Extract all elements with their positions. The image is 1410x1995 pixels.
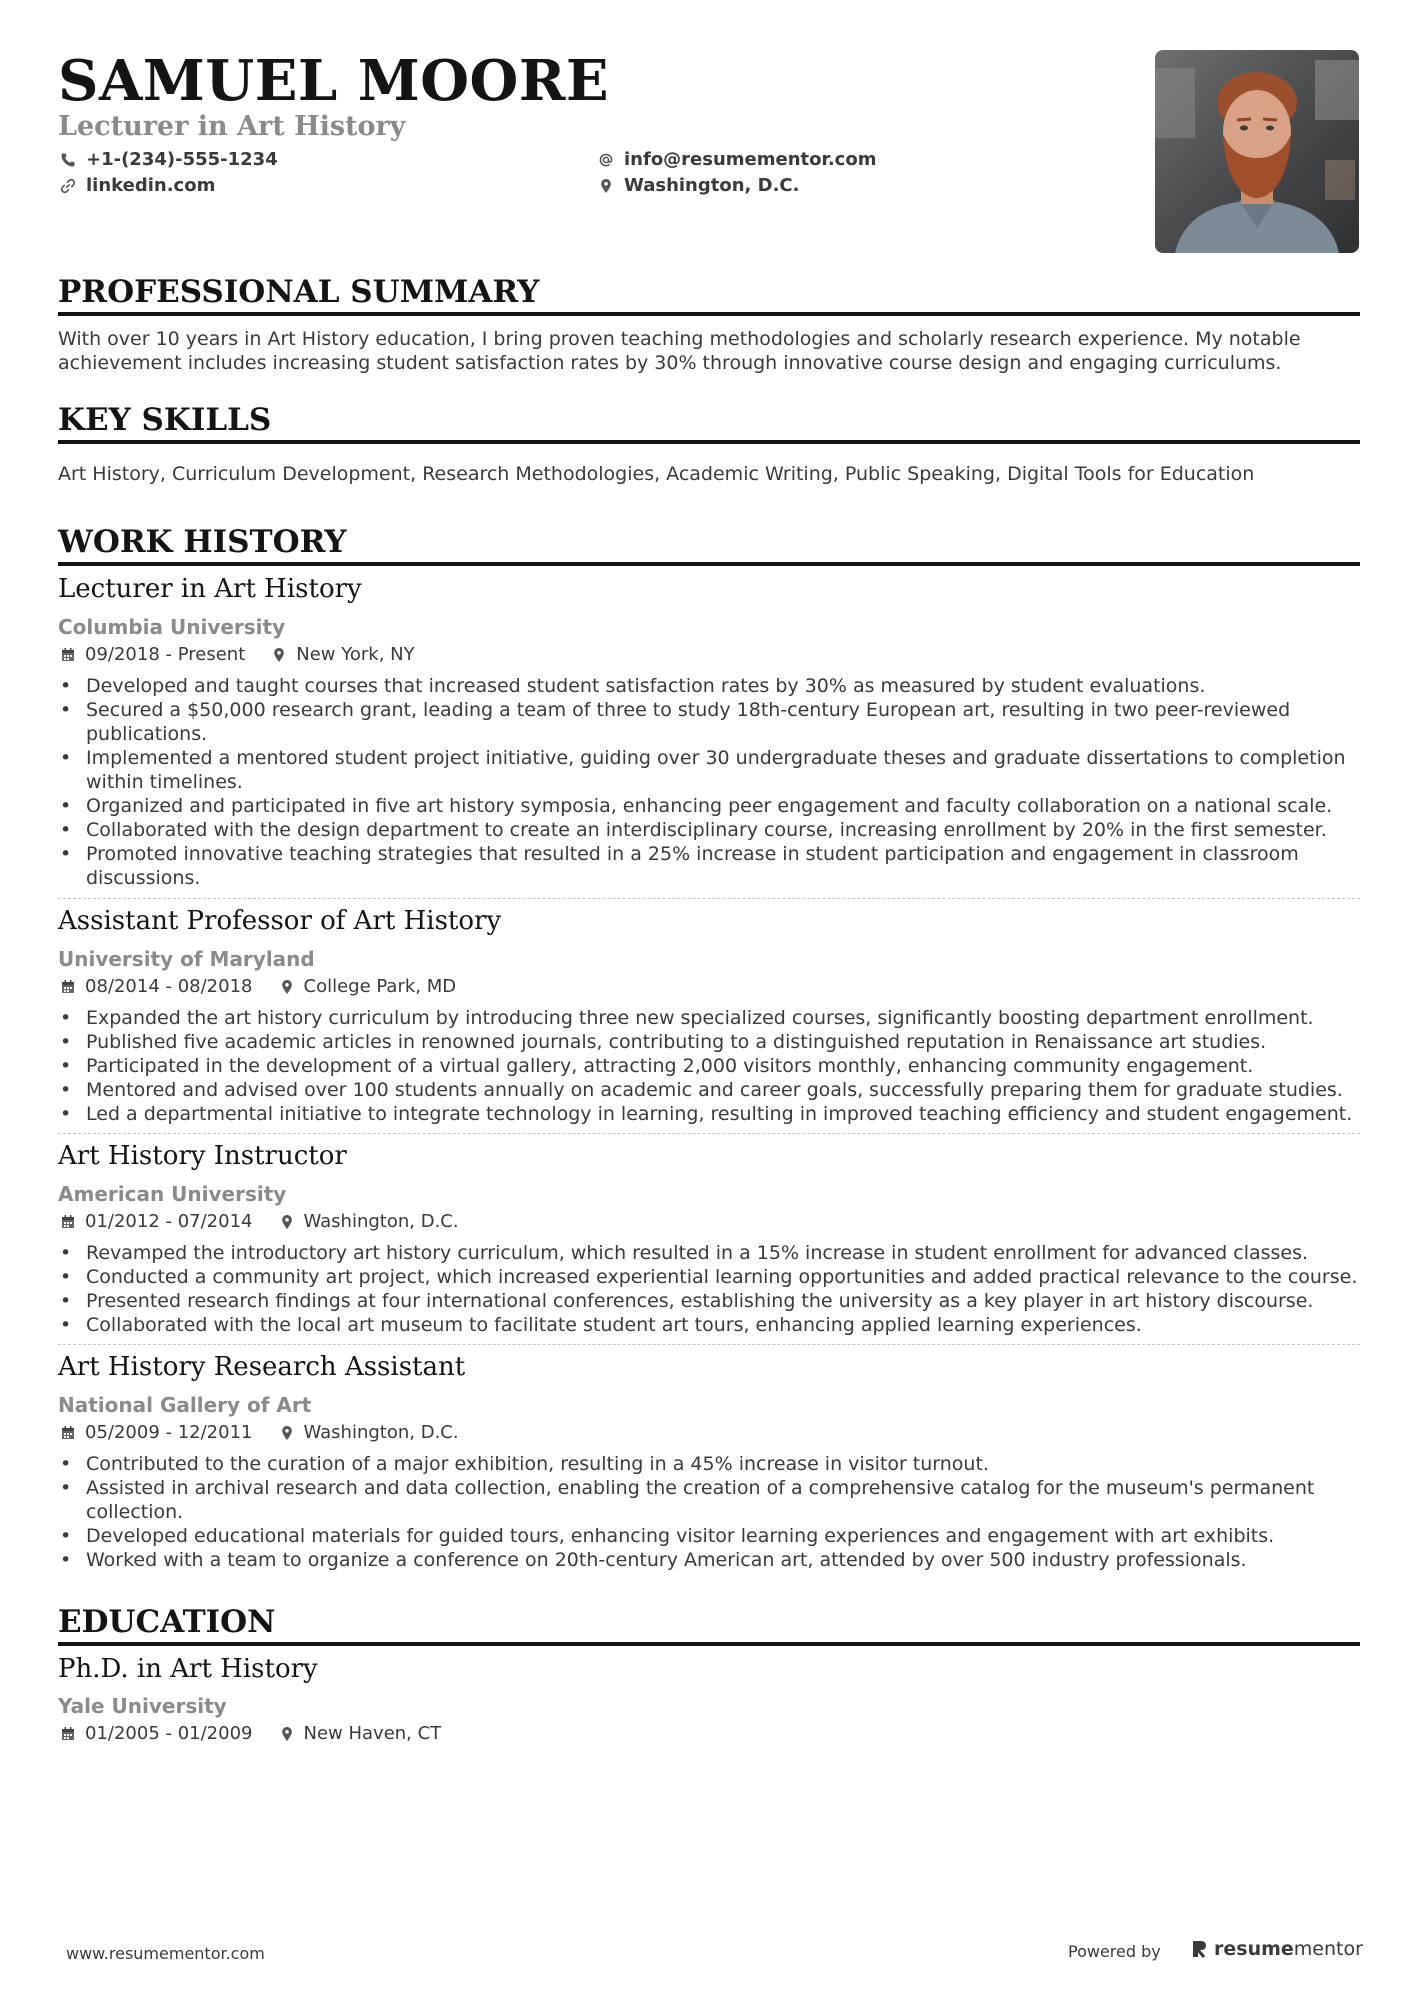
map-pin-icon xyxy=(279,979,295,995)
section-title-skills: KEY SKILLS xyxy=(58,400,1360,444)
list-item: • Led a departmental initiative to integrate technology in learning, resulting in improved teaching efficiency and student engagement. xyxy=(58,1102,1360,1126)
link-icon xyxy=(60,178,76,194)
job-title: Art History Instructor xyxy=(58,1141,347,1171)
footer-website-link[interactable]: www.resumementor.com xyxy=(66,1944,265,1963)
map-pin-icon xyxy=(598,178,614,194)
list-item: • Presented research findings at four international conferences, establishing the university as a key player in art history discourse. xyxy=(58,1289,1360,1313)
contact-location xyxy=(598,174,799,198)
job-meta xyxy=(60,975,456,999)
email-text: info@resumementor.com xyxy=(624,149,877,170)
candidate-name: SAMUEL MOORE xyxy=(58,48,610,114)
section-title-education: EDUCATION xyxy=(58,1602,1360,1646)
resumementor-logo-icon xyxy=(1190,1938,1208,1960)
list-item: • Organized and participated in five art history symposia, enhancing peer engagement and faculty collaboration on a national scale. xyxy=(58,794,1360,818)
job-company: National Gallery of Art xyxy=(58,1393,312,1417)
calendar-icon xyxy=(60,1425,76,1441)
list-item: • Mentored and advised over 100 students annually on academic and career goals, successfully preparing them for graduate studies. xyxy=(58,1078,1360,1102)
list-item: • Assisted in archival research and data collection, enabling the creation of a comprehensive catalog for the museum's permanent collection. xyxy=(58,1476,1360,1524)
contact-email[interactable] xyxy=(598,148,876,172)
list-item: • Published five academic articles in renowned journals, contributing to a distinguished reputation in Renaissance art studies. xyxy=(58,1030,1360,1054)
calendar-icon xyxy=(60,647,76,663)
location-text: Washington, D.C. xyxy=(624,175,800,196)
list-item: • Developed and taught courses that increased student satisfaction rates by 30% as measured by student evaluations. xyxy=(58,674,1360,698)
list-item: • Conducted a community art project, which increased experiential learning opportunities and added practical relevance to the course. xyxy=(58,1265,1360,1289)
job-dates: 08/2014 - 08/2018 xyxy=(85,976,253,997)
list-item: • Participated in the development of a virtual gallery, attracting 2,000 visitors monthly, enhancing community engagement. xyxy=(58,1054,1360,1078)
summary-text: With over 10 years in Art History education, I bring proven teaching methodologies and scholarly research experience. My notable achievement includes increasing student satisfaction rates by 30% through innovative course design and engaging curriculums. xyxy=(58,328,1301,374)
job-dates: 01/2012 - 07/2014 xyxy=(85,1211,253,1232)
brand-light: mentor xyxy=(1293,1938,1363,1960)
profile-photo xyxy=(1155,50,1359,253)
divider xyxy=(58,1133,1360,1134)
map-pin-icon xyxy=(279,1425,295,1441)
list-item: • Implemented a mentored student project initiative, guiding over 30 undergraduate theses and graduate dissertations to completion within timelines. xyxy=(58,746,1360,794)
skills-text: Art History, Curriculum Development, Research Methodologies, Academic Writing, Public Speaking, Digital Tools for Education xyxy=(58,463,1255,485)
map-pin-icon xyxy=(279,1214,295,1230)
job-bullets xyxy=(58,1452,1360,1572)
contact-phone[interactable] xyxy=(60,148,278,172)
list-item: • Expanded the art history curriculum by introducing three new specialized courses, significantly boosting department enrollment. xyxy=(58,1006,1360,1030)
job-bullets xyxy=(58,1241,1360,1337)
job-dates: 09/2018 - Present xyxy=(85,644,246,665)
divider xyxy=(58,898,1360,899)
job-title: Art History Research Assistant xyxy=(58,1352,466,1382)
job-bullets xyxy=(58,1006,1360,1126)
divider xyxy=(58,1344,1360,1345)
education-meta xyxy=(60,1722,441,1746)
job-dates: 05/2009 - 12/2011 xyxy=(85,1422,253,1443)
job-company: University of Maryland xyxy=(58,947,315,971)
phone-text: +1-(234)-555-1234 xyxy=(86,149,278,170)
job-meta xyxy=(60,1421,459,1445)
contact-linkedin[interactable] xyxy=(60,174,215,198)
education-dates: 01/2005 - 01/2009 xyxy=(85,1723,253,1744)
education-school: Yale University xyxy=(58,1694,227,1718)
job-location: College Park, MD xyxy=(303,976,457,997)
brand-bold: resume xyxy=(1214,1938,1294,1960)
phone-icon xyxy=(60,152,76,168)
calendar-icon xyxy=(60,1726,76,1742)
job-location: New York, NY xyxy=(296,644,415,665)
footer-powered-by: Powered by xyxy=(1068,1942,1161,1961)
job-title: Lecturer in Art History xyxy=(58,574,362,604)
portrait-illustration xyxy=(1155,50,1359,253)
section-title-summary: PROFESSIONAL SUMMARY xyxy=(58,272,1360,316)
calendar-icon xyxy=(60,1214,76,1230)
section-title-work: WORK HISTORY xyxy=(58,522,1360,566)
map-pin-icon xyxy=(279,1726,295,1742)
linkedin-text: linkedin.com xyxy=(86,175,216,196)
footer-brand-logo[interactable] xyxy=(1190,1938,1363,1960)
list-item: • Contributed to the curation of a major exhibition, resulting in a 45% increase in visitor turnout. xyxy=(58,1452,1360,1476)
job-title: Assistant Professor of Art History xyxy=(58,906,502,936)
job-meta xyxy=(60,643,415,667)
map-pin-icon xyxy=(271,647,287,663)
list-item: • Revamped the introductory art history curriculum, which resulted in a 15% increase in student enrollment for advanced classes. xyxy=(58,1241,1360,1265)
list-item: • Worked with a team to organize a conference on 20th-century American art, attended by over 500 industry professionals. xyxy=(58,1548,1360,1572)
list-item: • Collaborated with the local art museum to facilitate student art tours, enhancing applied learning experiences. xyxy=(58,1313,1360,1337)
list-item: • Secured a $50,000 research grant, leading a team of three to study 18th-century European art, resulting in two peer-reviewed publications. xyxy=(58,698,1360,746)
list-item: • Promoted innovative teaching strategies that resulted in a 25% increase in student participation and engagement in classroom discussions. xyxy=(58,842,1360,890)
job-company: American University xyxy=(58,1182,287,1206)
education-degree: Ph.D. in Art History xyxy=(58,1654,318,1684)
job-meta xyxy=(60,1210,459,1234)
education-location: New Haven, CT xyxy=(303,1723,442,1744)
candidate-role: Lecturer in Art History xyxy=(58,111,406,142)
calendar-icon xyxy=(60,979,76,995)
list-item: • Developed educational materials for guided tours, enhancing visitor learning experiences and engagement with art exhibits. xyxy=(58,1524,1360,1548)
at-icon xyxy=(598,152,614,168)
job-location: Washington, D.C. xyxy=(303,1211,459,1232)
list-item: • Collaborated with the design department to create an interdisciplinary course, increasing enrollment by 20% in the first semester. xyxy=(58,818,1360,842)
job-company: Columbia University xyxy=(58,615,286,639)
job-bullets xyxy=(58,674,1360,890)
job-location: Washington, D.C. xyxy=(303,1422,459,1443)
